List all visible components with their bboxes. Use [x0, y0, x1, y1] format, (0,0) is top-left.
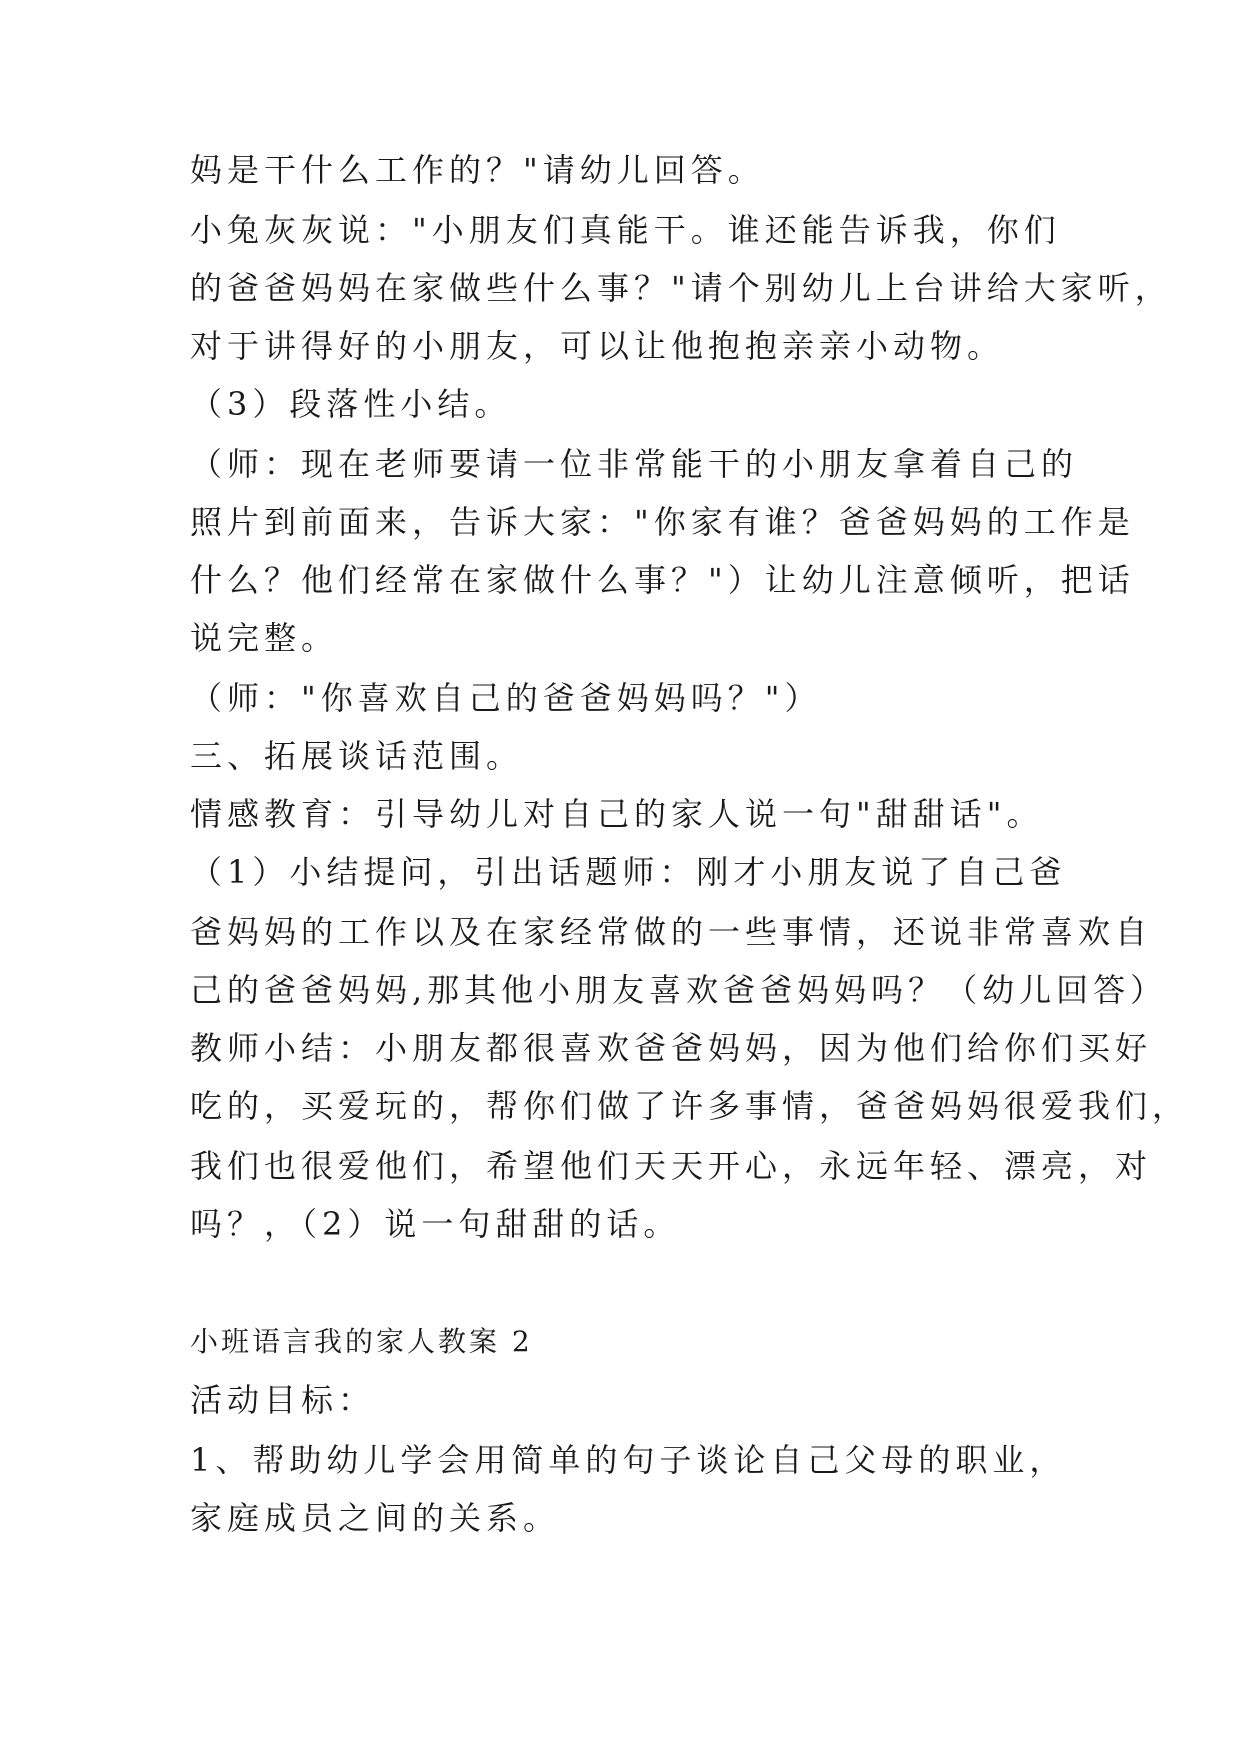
- paragraph-line: 三、拓展谈话范围。: [190, 737, 524, 775]
- paragraph-line: 妈是干什么工作的？"请幼儿回答。: [190, 151, 765, 189]
- paragraph-line: 教师小结：小朋友都很喜欢爸爸妈妈，因为他们给你们买好: [190, 1029, 1153, 1067]
- paragraph-line: 对于讲得好的小朋友，可以让他抱抱亲亲小动物。: [190, 327, 1005, 365]
- paragraph-line: 情感教育：引导幼儿对自己的家人说一句"甜甜话"。: [190, 795, 1044, 833]
- paragraph-line: 吗？，（2）说一句甜甜的话。: [190, 1205, 681, 1243]
- paragraph-line: 活动目标：: [190, 1381, 376, 1419]
- paragraph-line: （1）小结提问，引出话题师：刚才小朋友说了自己爸: [190, 853, 1067, 891]
- paragraph-line: 吃的，买爱玩的，帮你们做了许多事情，爸爸妈妈很爱我们，: [190, 1087, 1190, 1125]
- paragraph-line: 的爸爸妈妈在家做些什么事？"请个别幼儿上台讲给大家听，: [190, 269, 1172, 307]
- paragraph-line: （师："你喜欢自己的爸爸妈妈吗？"）: [190, 679, 822, 717]
- paragraph-line: 己的爸爸妈妈,那其他小朋友喜欢爸爸妈妈吗？（幼儿回答）: [190, 971, 1168, 1009]
- paragraph-line: 小兔灰灰说："小朋友们真能干。谁还能告诉我，你们: [190, 211, 1061, 249]
- paragraph-line: 我们也很爱他们，希望他们天天开心，永远年轻、漂亮，对: [190, 1147, 1153, 1185]
- paragraph-line: 照片到前面来，告诉大家："你家有谁？爸爸妈妈的工作是: [190, 503, 1135, 541]
- paragraph-line: 家庭成员之间的关系。: [190, 1499, 561, 1537]
- paragraph-line: 爸妈妈的工作以及在家经常做的一些事情，还说非常喜欢自: [190, 913, 1153, 951]
- paragraph-line: 1、帮助幼儿学会用简单的句子谈论自己父母的职业，: [190, 1441, 1067, 1479]
- paragraph-line: （3）段落性小结。: [190, 385, 512, 423]
- paragraph-line: 什么？他们经常在家做什么事？"）让幼儿注意倾听，把话: [190, 561, 1135, 599]
- paragraph-line: （师：现在老师要请一位非常能干的小朋友拿着自己的: [190, 445, 1079, 483]
- paragraph-line: 说完整。: [190, 619, 339, 657]
- section-title: 小班语言我的家人教案 2: [190, 1325, 533, 1358]
